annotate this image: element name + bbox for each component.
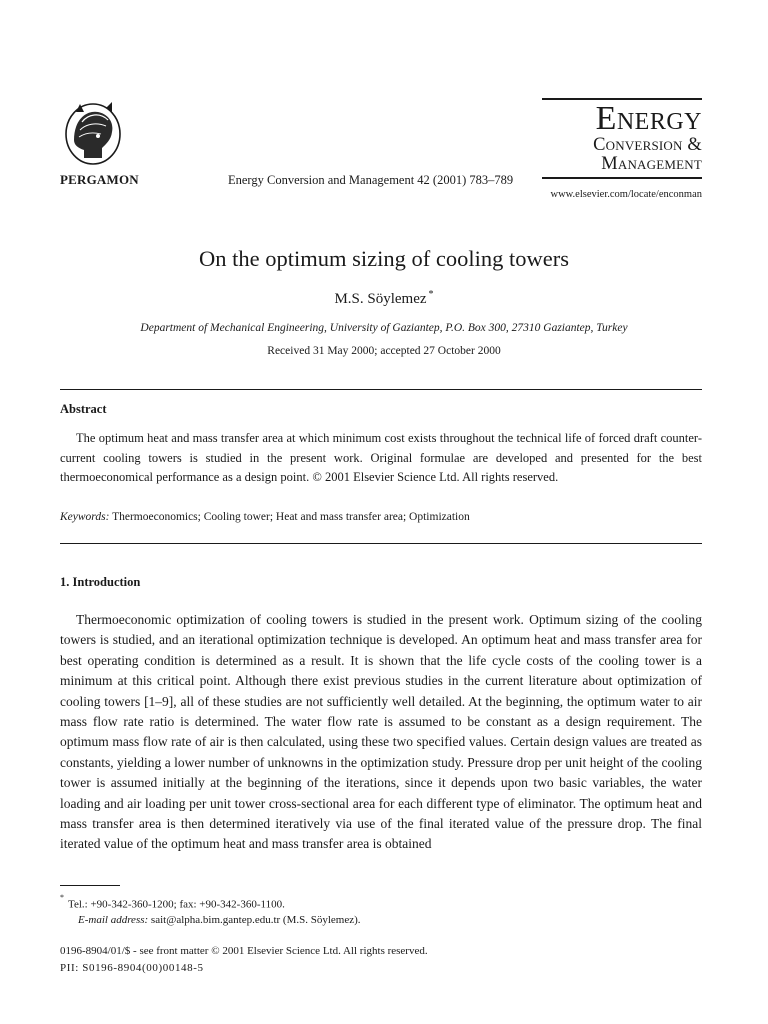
abstract-heading: Abstract — [60, 402, 107, 416]
received-dates: Received 31 May 2000; accepted 27 October 2000 — [267, 345, 501, 357]
footnote-contact — [60, 893, 285, 911]
abstract-text: The optimum heat and mass transfer area at which minimum cost exists throughout the technical life of forced draft counter-current cooling towers is studied in the present work. Original formulae are developed and presented for the best thermoeconomical performance as a design point. © 2001 Elsevier Science Ltd. All rights reserved. — [60, 431, 702, 485]
publisher-name: PERGAMON — [60, 172, 139, 187]
journal-brand — [542, 98, 702, 179]
brand-word-energy: Energy — [595, 100, 702, 137]
footnote-phone-fax: Tel.: +90-342-360-1200; fax: +90-342-360-1100. — [68, 898, 285, 911]
email-address[interactable]: sait@alpha.bim.gantep.edu.tr (M.S. Söylemez). — [150, 914, 361, 926]
journal-citation: Energy Conversion and Management 42 (2001) 783–789 — [228, 173, 514, 187]
abstract-top-divider — [60, 389, 702, 390]
author-footnote-mark[interactable]: * — [428, 289, 434, 300]
footnote-mark: * — [60, 893, 64, 902]
brand-word-management: Management — [601, 154, 702, 174]
abstract-bottom-divider — [60, 543, 702, 544]
author-affiliation: Department of Mechanical Engineering, University of Gaziantep, P.O. Box 300, 27310 Gaziantep, Turkey — [140, 322, 628, 334]
brand-bottom-rule — [542, 177, 702, 179]
publisher-logo — [62, 100, 124, 170]
journal-url[interactable]: www.elsevier.com/locate/enconman — [550, 189, 702, 200]
keywords-label: Keywords: — [60, 511, 110, 523]
section-heading-introduction: 1. Introduction — [60, 575, 141, 589]
copyright-line: 0196-8904/01/$ - see front matter © 2001 Elsevier Science Ltd. All rights reserved. — [60, 945, 428, 957]
pergamon-emblem-icon — [62, 100, 124, 170]
article-title: On the optimum sizing of cooling towers — [199, 246, 569, 271]
keywords-line — [60, 511, 702, 523]
article-author — [0, 291, 768, 308]
keywords-list: Thermoeconomics; Cooling tower; Heat and mass transfer area; Optimization — [112, 511, 470, 523]
pii-line: PII: S0196-8904(00)00148-5 — [60, 962, 204, 974]
author-name: M.S. Söylemez — [334, 291, 427, 307]
footnote-email — [78, 914, 361, 926]
introduction-paragraph: Thermoeconomic optimization of cooling towers is studied in the present work. Optimum sizing of the cooling towers is studied, and an iterational optimization technique is developed. An optimum heat and mass transfer area for best operating condition is determined as a result. It is shown that the life cycle costs of the cooling tower is a minimum at this critical point. Although there exist previous studies in the current literature about optimization of cooling towers [1–9], all of these studies are not sufficiently well detailed. At the beginning, the optimum water to air mass flow rate ratio is determined. The water flow rate is assumed to be constant as a design requirement. The optimum mass flow rate of air is then calculated, using these two specified values. Certain design values are treated as constants, yielding a lower number of unknowns in the optimization study. Pressure drop per unit height of the cooling tower is assumed initially at the beginning of the iterations, since it depends upon two basic variables, the water loading and air loading per unit tower cross-sectional area for each different type of eliminator. The optimum heat and mass transfer area is then determined iteratively via use of the final iterated value of the pressure drop. The final iterated value of the optimum heat and mass transfer area is obtained — [60, 612, 702, 852]
footnote-divider — [60, 885, 120, 886]
email-label: E-mail address: — [78, 914, 149, 926]
brand-word-conversion: Conversion & — [593, 135, 702, 155]
